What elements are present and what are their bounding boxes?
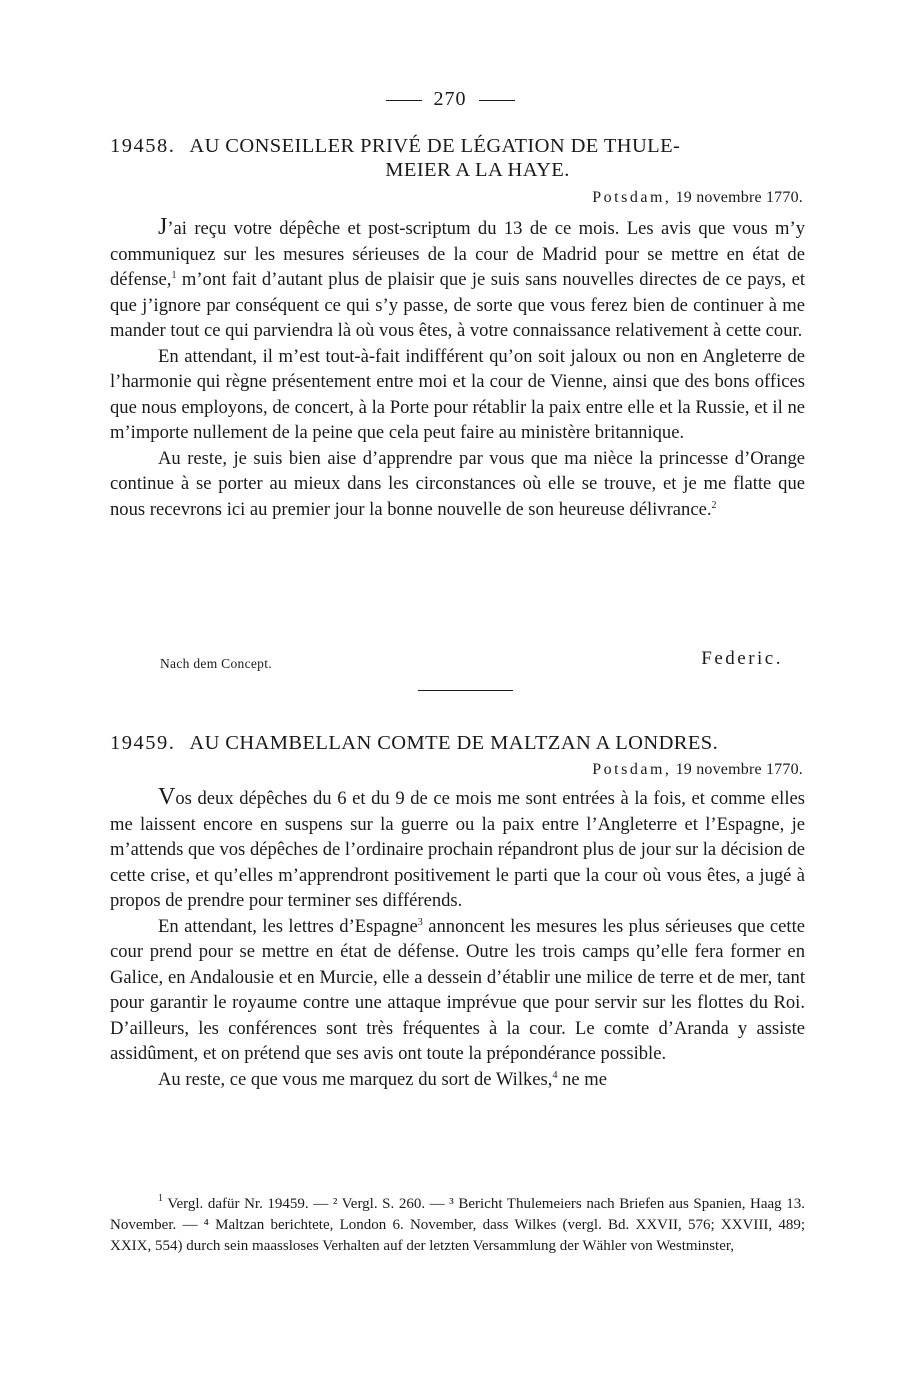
- paragraph-text: ’ai reçu votre dépêche et post-scriptum du 13 de ce mois. Les avis que vous m’y communiquez sur les mesures sérieuses de la cour de Madrid pour se mettre en état de défense,: [110, 218, 805, 290]
- initial-letter: V: [158, 784, 176, 810]
- letter-number: 19458.: [110, 135, 176, 157]
- letter-place-date: [592, 189, 803, 207]
- letter-title-line1: AU CHAMBELLAN COMTE DE MALTZAN A LONDRES.: [189, 732, 719, 754]
- letter-number: 19459.: [110, 732, 176, 754]
- letter-date: 19 novembre 1770.: [675, 189, 803, 206]
- page-number-dash-right: [479, 100, 515, 101]
- letter-place-date: [592, 761, 803, 779]
- section-divider: [418, 690, 513, 691]
- letter-place: Potsdam,: [592, 761, 672, 778]
- paragraph: [110, 344, 805, 446]
- letter-place: Potsdam,: [592, 189, 672, 206]
- paragraph-text: En attendant, il m’est tout-à-fait indifférent qu’on soit jaloux ou non en Angleterre de l’harmonie qui règne présentement entre moi et la cour de Vienne, ainsi que des bons offices que nous employons, de concert, à la Porte pour rétablir la paix entre elle et la Russie, et il ne m’importe nullement de la peine que cela peut faire au ministère britannique.: [110, 345, 805, 443]
- footnote-ref: 3: [417, 916, 423, 928]
- letter-heading-19459: [110, 731, 805, 755]
- paragraph-text: Au reste, je suis bien aise d’apprendre par vous que ma nièce la princesse d’Orange continue à se porter au mieux dans les circonstances où elle se trouve, et je me flatte que nous recevrons ici au premier jour la bonne nouvelle de son heureuse délivrance.: [110, 447, 805, 520]
- paragraph: [110, 1067, 805, 1093]
- page-number-value: 270: [433, 88, 467, 110]
- paragraph-text: En attendant, les lettres d’Espagne: [158, 915, 418, 937]
- initial-letter: J: [158, 214, 168, 240]
- footnote-ref: 4: [552, 1069, 558, 1081]
- footnote-body: Vergl. dafür Nr. 19459. — ² Vergl. S. 260. — ³ Bericht Thulemeiers nach Briefen aus Spanien, Haag 13. November. — ⁴ Maltzan berichtete, London 6. November, dass Wilkes (vergl. Bd. XXVII, 576; XXVIII, 489; XXIX, 554) durch sein maassloses Verhalten auf der letzten Versammlung der Wähler von Westminster,: [110, 1196, 805, 1254]
- letter-date: 19 novembre 1770.: [675, 761, 803, 778]
- letter-heading-19458: [110, 134, 805, 182]
- page-number: [0, 88, 900, 111]
- paragraph: [110, 785, 805, 914]
- footnotes: [110, 1194, 805, 1257]
- paragraph-text: os deux dépêches du 6 et du 9 de ce mois me sont entrées à la fois, et comme elles me laissent encore en suspens sur la guerre ou la paix entre l’Angleterre et l’Espagne, je m’attends que vos dépêches de l’ordinaire prochain répandront plus de jour sur la décision de cette crise, et qu’elles m’apprendront positivement le parti que la cour où vous êtes, a jugé à propos de prendre pour terminer ses différends.: [110, 788, 805, 911]
- paragraph-text-cont: ne me: [557, 1068, 607, 1090]
- paragraph-text-cont: m’ont fait d’autant plus de plaisir que je suis sans nouvelles directes de ce pays, et que j’ignore par conséquent ce qui s’y passe, de sorte que vous ferez bien de continuer à me mander tout ce qui parviendra là où vous êtes, à votre connaissance relativement à cette cour.: [110, 269, 805, 341]
- signature: Federic.: [701, 648, 783, 669]
- footnote-text: [110, 1194, 805, 1257]
- footnote-ref: 2: [711, 499, 717, 511]
- footnote-ref: 1: [171, 270, 177, 281]
- letter-title-line1: AU CONSEILLER PRIVÉ DE LÉGATION DE THULE-: [189, 135, 681, 157]
- paragraph: [110, 446, 805, 523]
- page-number-dash-left: [386, 100, 422, 101]
- paragraph-text-cont: annoncent les mesures les plus sérieuses que cette cour prend pour se mettre en état de défense. Outre les trois camps qu’elle fera former en Galice, en Andalousie et en Murcie, elle a dessein d’établir une milice de terre et de mer, tant pour garantir le royaume contre une attaque imprévue que pour servir sur les flottes du Roi. D’ailleurs, les conférences sont très fréquentes à la cour. Le comte d’Aranda y assiste assidûment, et on prétend que ses avis ont toute la prépondérance possible.: [110, 915, 806, 1064]
- letter-title-line2: MEIER A LA HAYE.: [385, 159, 570, 181]
- paragraph: [110, 914, 805, 1067]
- source-note: Nach dem Concept.: [160, 656, 272, 671]
- paragraph-text: Au reste, ce que vous me marquez du sort de Wilkes,: [158, 1068, 553, 1090]
- letter-body-19459: [110, 785, 805, 1092]
- paragraph: [110, 215, 805, 344]
- letter-body-19458: [110, 215, 805, 522]
- footnote-marker: 1: [158, 1193, 163, 1204]
